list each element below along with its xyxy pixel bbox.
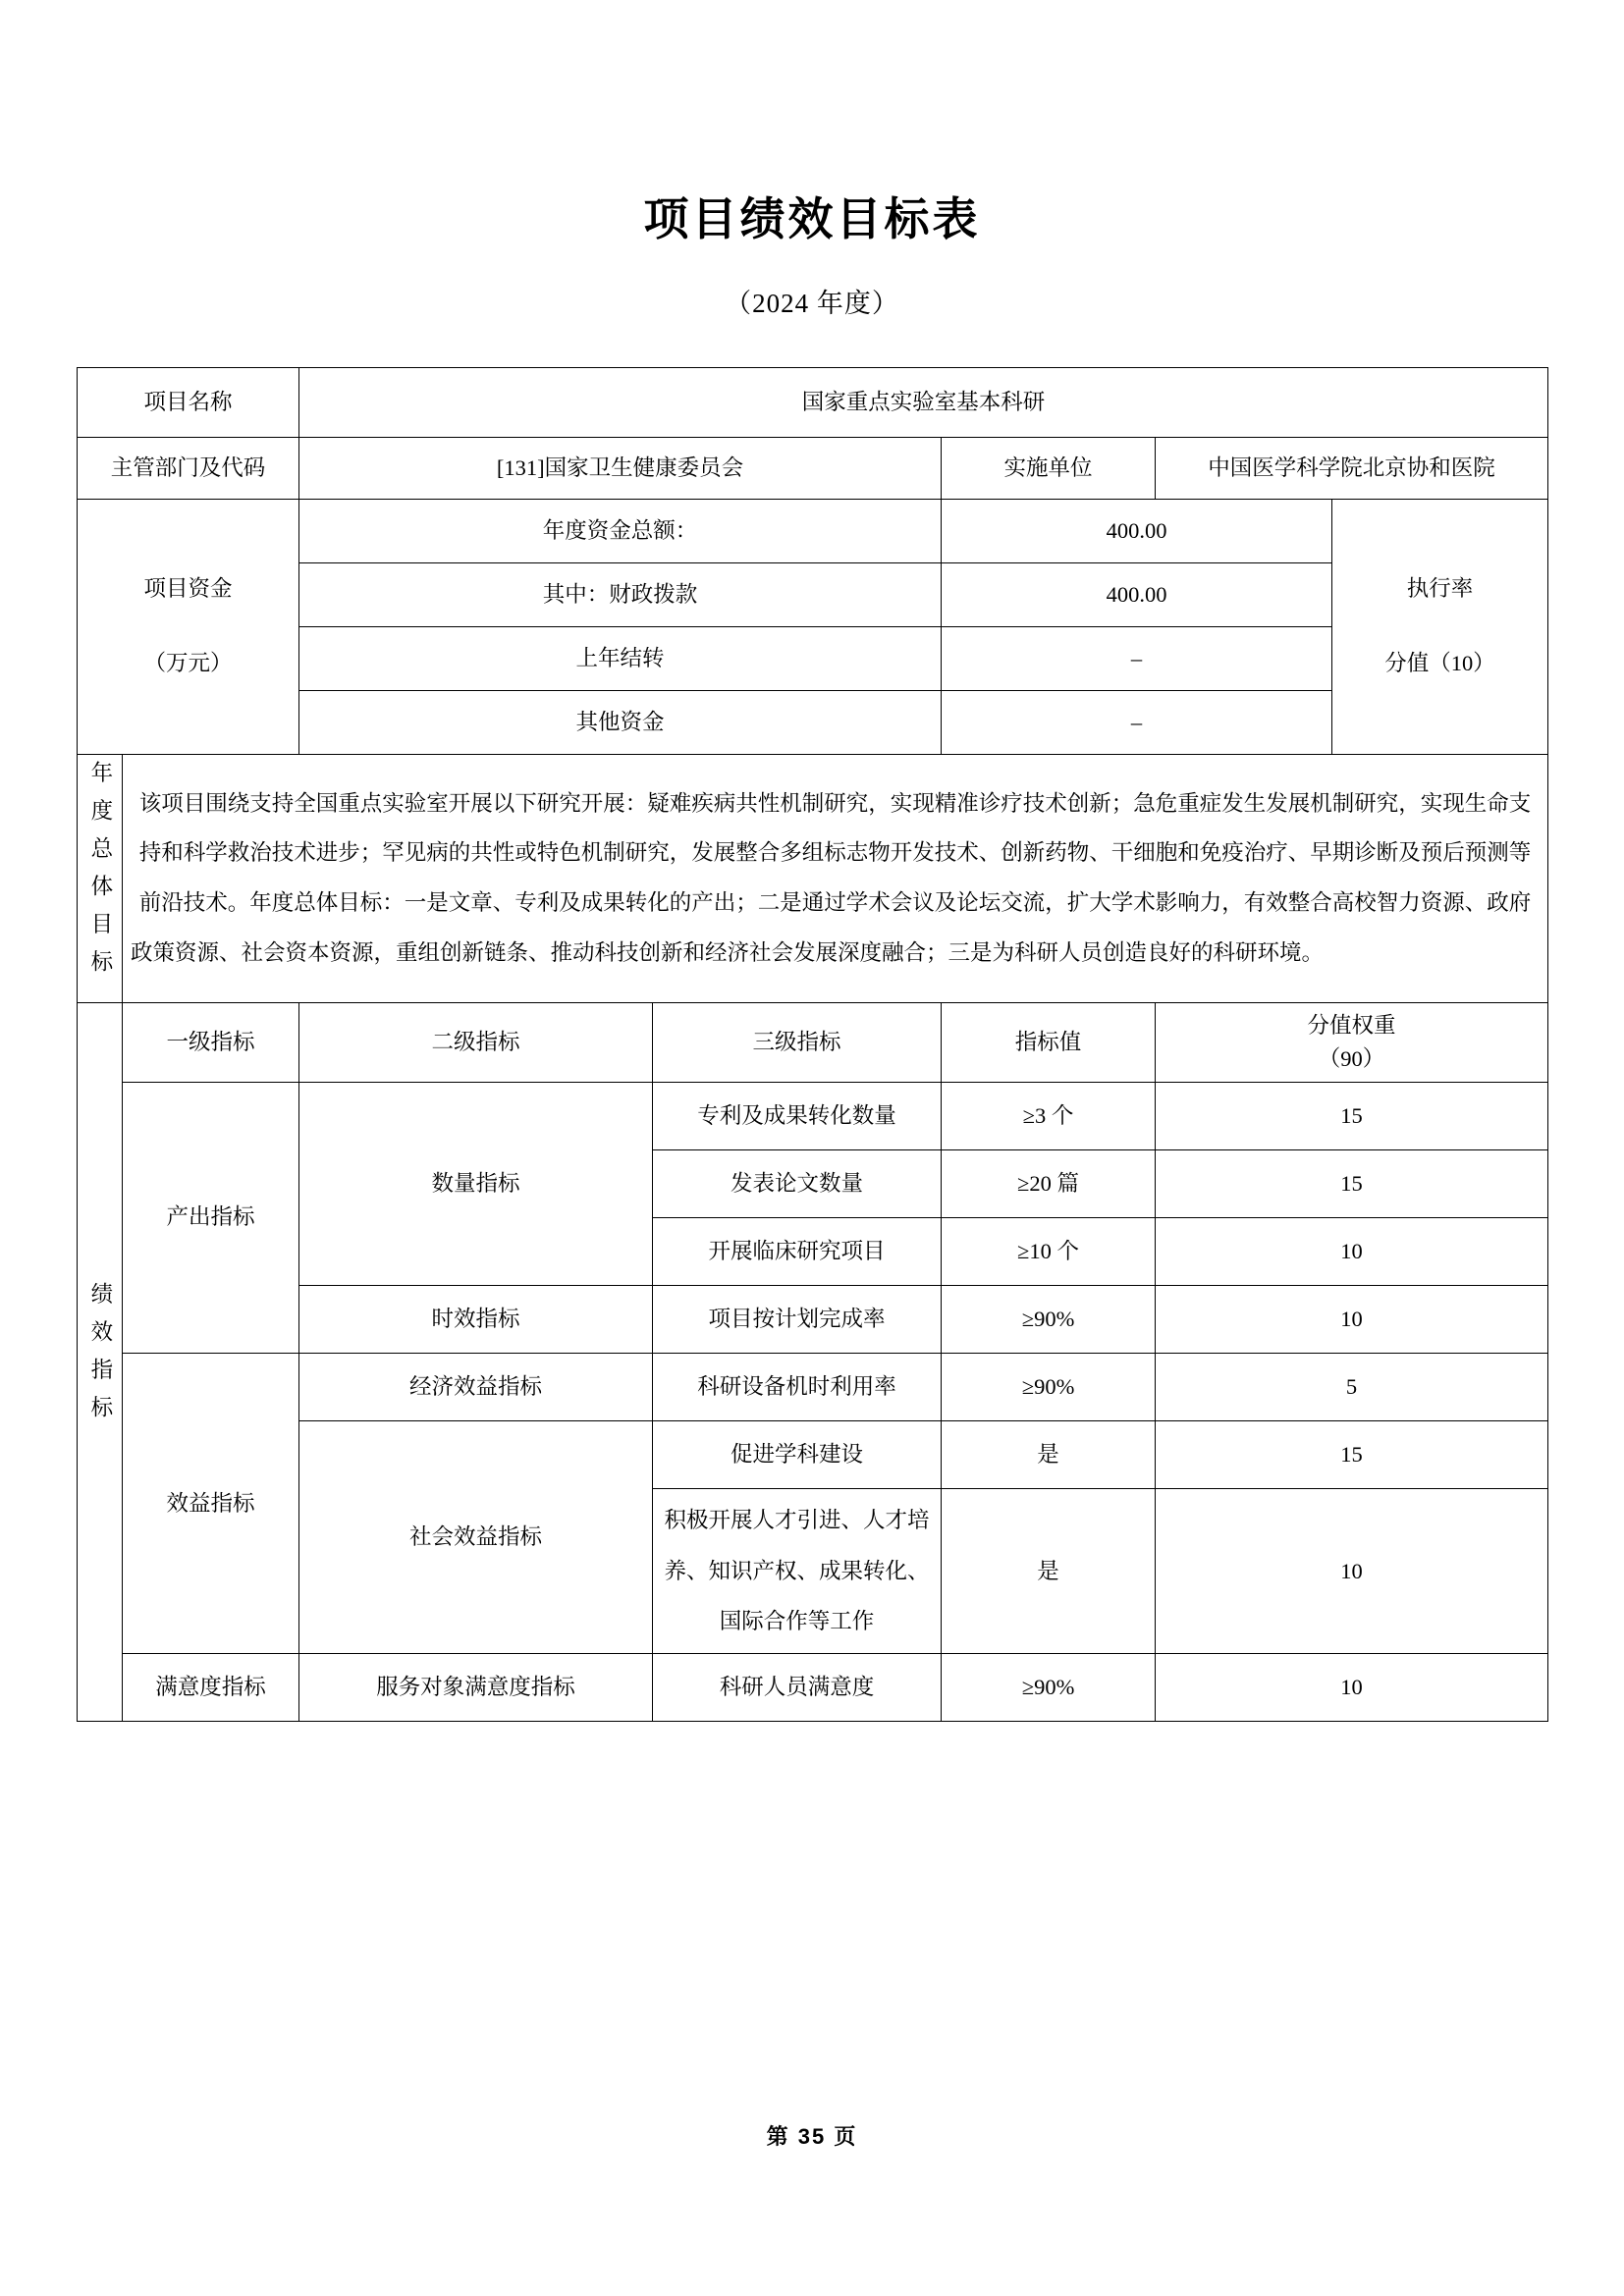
table-row-funding-total xyxy=(78,499,1548,562)
execution-rate-line1: 执行率 xyxy=(1406,576,1474,602)
project-name-label: 项目名称 xyxy=(78,367,299,437)
funding-row-name-0: 年度资金总额： xyxy=(299,499,942,562)
indicator-level2-economic: 经济效益指标 xyxy=(299,1353,653,1420)
column-header-level1: 一级指标 xyxy=(123,1003,299,1083)
indicator-weight: 15 xyxy=(1156,1149,1548,1217)
indicator-weight: 15 xyxy=(1156,1420,1548,1488)
funding-label xyxy=(78,499,299,754)
column-header-level2: 二级指标 xyxy=(299,1003,653,1083)
funding-row-value-3: – xyxy=(942,690,1332,754)
indicator-level2-social: 社会效益指标 xyxy=(299,1420,653,1653)
indicator-level1-satisfaction: 满意度指标 xyxy=(123,1654,299,1722)
funding-row-name-1: 其中：财政拨款 xyxy=(299,562,942,626)
indicator-level3: 专利及成果转化数量 xyxy=(653,1082,942,1149)
indicator-value: ≥90% xyxy=(942,1285,1156,1353)
table-row-department xyxy=(78,437,1548,499)
indicator-weight: 15 xyxy=(1156,1082,1548,1149)
department-label: 主管部门及代码 xyxy=(78,437,299,499)
indicator-value: ≥3 个 xyxy=(942,1082,1156,1149)
column-header-level3: 三级指标 xyxy=(653,1003,942,1083)
indicator-value: 是 xyxy=(942,1488,1156,1653)
indicator-value: 是 xyxy=(942,1420,1156,1488)
performance-vertical-label xyxy=(78,1003,123,1722)
funding-label-line2: （万元） xyxy=(143,651,233,675)
execution-rate-line2: 分值（10） xyxy=(1384,651,1495,675)
indicator-weight: 10 xyxy=(1156,1285,1548,1353)
funding-row-name-3: 其他资金 xyxy=(299,690,942,754)
funding-row-value-2: – xyxy=(942,626,1332,690)
indicator-level3: 项目按计划完成率 xyxy=(653,1285,942,1353)
page-footer: 第 35 页 xyxy=(766,2124,858,2149)
indicator-value: ≥10 个 xyxy=(942,1217,1156,1285)
project-name-value: 国家重点实验室基本科研 xyxy=(299,367,1548,437)
execution-rate-label xyxy=(1332,499,1548,754)
funding-label-line1: 项目资金 xyxy=(143,576,233,602)
table-row-annual-goal xyxy=(78,754,1548,1003)
column-header-value: 指标值 xyxy=(942,1003,1156,1083)
page-subtitle: （2024 年度） xyxy=(725,288,899,318)
annual-goal-paragraph: 该项目围绕支持全国重点实验室开展以下研究开展：疑难疾病共性机制研究，实现精准诊疗技术创新；急危重症发生发展机制研究，实现生命支持和科学救治技术进步；罕见病的共性或特色机制研究，发展整合多组标志物开发技术、创新药物、干细胞和免疫治疗、早期诊断及预后预测等前沿技术。年度总体目标：一是文章、专利及成果转化的产出；二是通过学术会议及论坛交流，扩大学术影响力，有效整合高校智力资源、政府政策资源、社会资本资源，重组创新链条、推动科技创新和经济社会发展深度融合；三是为科研人员创造良好的科研环境。 xyxy=(131,790,1532,965)
indicator-level3: 发表论文数量 xyxy=(653,1149,942,1217)
indicator-weight: 5 xyxy=(1156,1353,1548,1420)
funding-row-value-0: 400.00 xyxy=(942,499,1332,562)
department-value: [131]国家卫生健康委员会 xyxy=(299,437,942,499)
performance-target-table xyxy=(77,367,1548,1723)
table-row-project-name xyxy=(78,367,1548,437)
column-header-weight-line2: （90） xyxy=(1318,1046,1385,1071)
table-row-indicator xyxy=(78,1353,1548,1420)
indicator-level2-service: 服务对象满意度指标 xyxy=(299,1654,653,1722)
unit-label: 实施单位 xyxy=(942,437,1156,499)
indicator-weight: 10 xyxy=(1156,1654,1548,1722)
indicator-value: ≥90% xyxy=(942,1353,1156,1420)
annual-goal-vertical-label-text: 年度总体目标 xyxy=(87,760,113,988)
indicator-level3: 积极开展人才引进、人才培养、知识产权、成果转化、国际合作等工作 xyxy=(653,1488,942,1653)
table-row-indicator-header xyxy=(78,1003,1548,1083)
page-title: 项目绩效目标表 xyxy=(643,193,981,244)
indicator-level3: 促进学科建设 xyxy=(653,1420,942,1488)
indicator-level3: 科研设备机时利用率 xyxy=(653,1353,942,1420)
indicator-value: ≥90% xyxy=(942,1654,1156,1722)
indicator-level2-quantity: 数量指标 xyxy=(299,1082,653,1285)
indicator-value: ≥20 篇 xyxy=(942,1149,1156,1217)
table-row-indicator xyxy=(78,1654,1548,1722)
column-header-weight-line1: 分值权重 xyxy=(1307,1013,1396,1039)
indicator-weight: 10 xyxy=(1156,1217,1548,1285)
indicator-level1-output: 产出指标 xyxy=(123,1082,299,1353)
indicator-level2-timeliness: 时效指标 xyxy=(299,1285,653,1353)
unit-value: 中国医学科学院北京协和医院 xyxy=(1156,437,1548,499)
performance-target-table-container xyxy=(0,367,1624,1723)
annual-goal-vertical-label xyxy=(78,754,123,1003)
indicator-level3: 科研人员满意度 xyxy=(653,1654,942,1722)
performance-vertical-label-text: 绩效指标 xyxy=(87,1281,113,1433)
indicator-level3: 开展临床研究项目 xyxy=(653,1217,942,1285)
table-row-indicator xyxy=(78,1082,1548,1149)
annual-goal-text xyxy=(123,754,1548,1003)
column-header-weight xyxy=(1156,1003,1548,1083)
funding-row-value-1: 400.00 xyxy=(942,562,1332,626)
indicator-level1-benefit: 效益指标 xyxy=(123,1353,299,1653)
funding-row-name-2: 上年结转 xyxy=(299,626,942,690)
indicator-weight: 10 xyxy=(1156,1488,1548,1653)
